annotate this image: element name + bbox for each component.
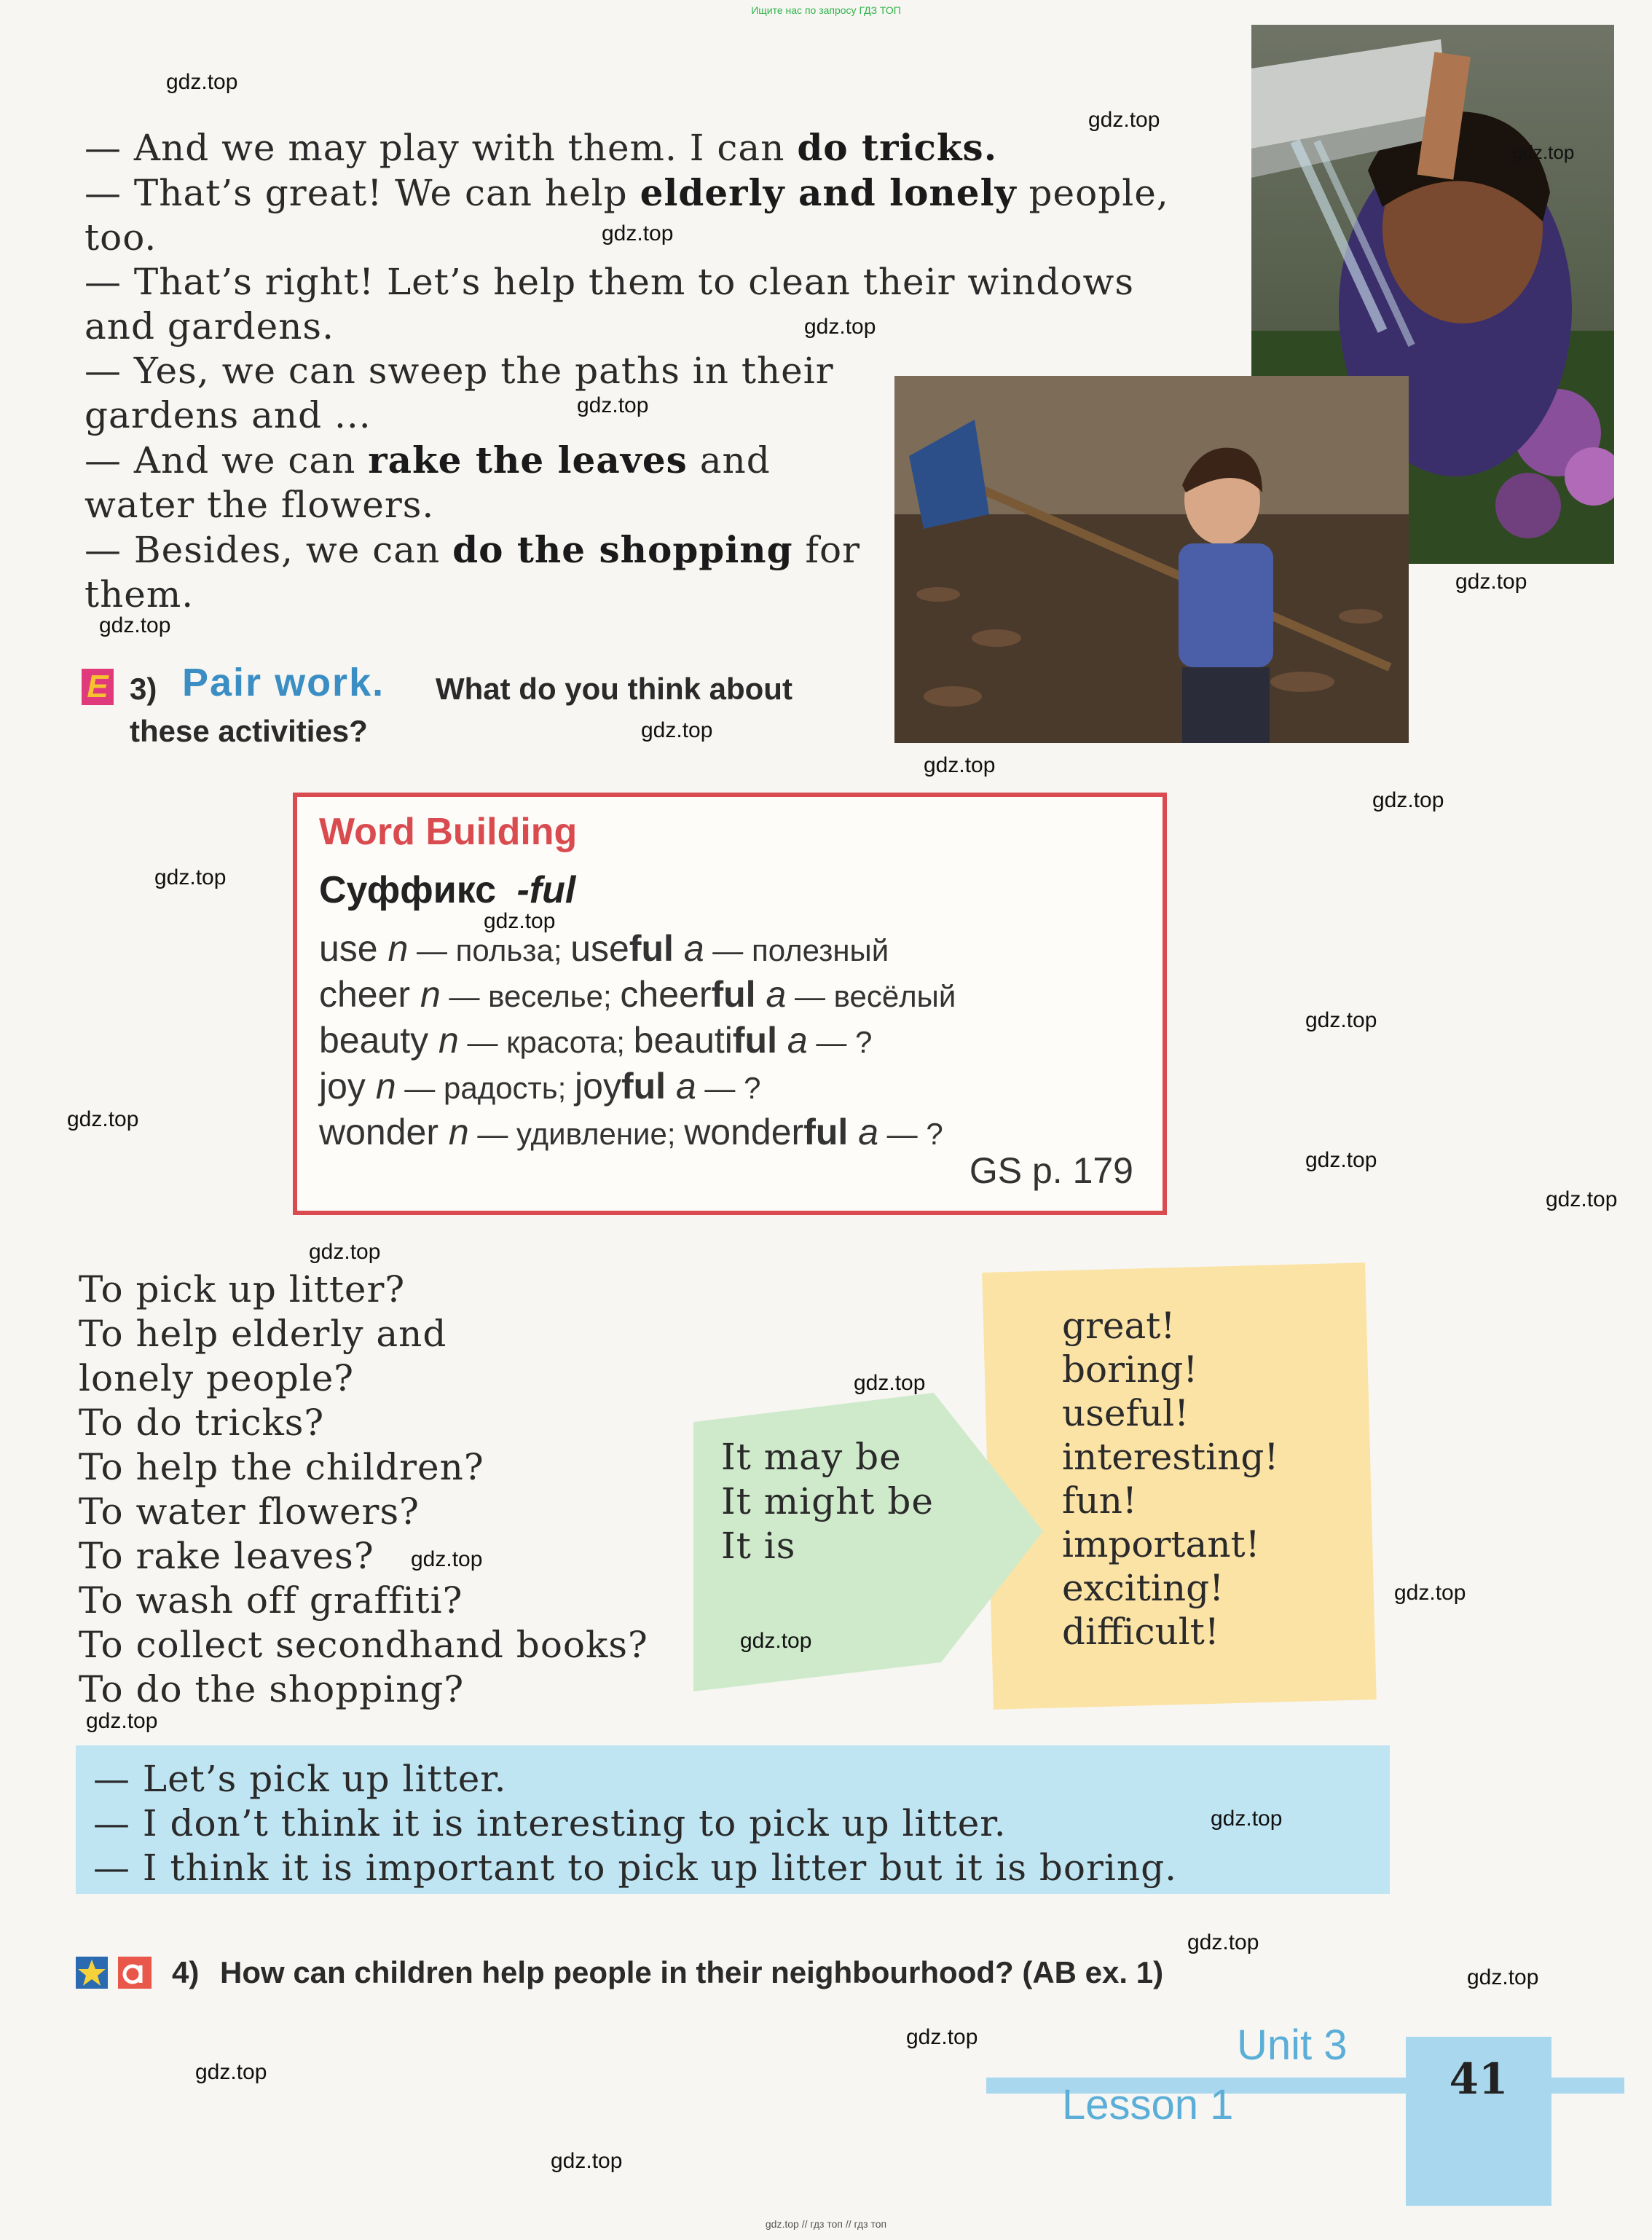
watermark: gdz.top <box>1305 1008 1377 1032</box>
question-item: To rake leaves? <box>79 1535 374 1577</box>
adjective-item: exciting! <box>1062 1567 1224 1609</box>
word-building-rows <box>319 927 956 1156</box>
adjective-item: useful! <box>1062 1392 1189 1434</box>
question-item: To do the shopping? <box>79 1668 465 1710</box>
watermark: gdz.top <box>551 2149 623 2173</box>
example-dialogue-box <box>76 1745 1390 1894</box>
dialogue <box>84 125 1235 617</box>
watermark: gdz.top <box>1394 1581 1466 1605</box>
adjective-item: difficult! <box>1062 1611 1219 1653</box>
dialogue-line: and gardens. <box>84 305 334 347</box>
watermark: gdz.top <box>906 2025 978 2049</box>
task3-text: What do you think about <box>436 672 792 706</box>
dialogue-line: — Yes, we can sweep the paths in their <box>84 350 834 392</box>
adjective-item: important! <box>1062 1523 1260 1565</box>
adjective-item: fun! <box>1062 1479 1138 1522</box>
adjective-item: boring! <box>1062 1348 1198 1391</box>
dialogue-line: — And we can rake the leaves and <box>84 439 771 482</box>
watermark: gdz.top <box>484 909 556 933</box>
example-line: — I think it is important to pick up litter but it is boring. <box>93 1847 1178 1889</box>
watermark: gdz.top <box>804 315 876 339</box>
dialogue-line: water the flowers. <box>84 484 435 526</box>
watermark: gdz.top <box>1211 1807 1283 1831</box>
task3-heading: Pair work. <box>182 661 385 704</box>
unit-label: Unit 3 <box>1237 2021 1348 2069</box>
example-line: — Let’s pick up litter. <box>93 1758 507 1800</box>
watermark: gdz.top <box>1088 108 1160 132</box>
watermark: gdz.top <box>641 718 713 742</box>
suffix-label: Суффикс <box>319 869 497 911</box>
adjective-item: interesting! <box>1062 1436 1279 1478</box>
page-number: 41 <box>1449 2054 1509 2104</box>
dialogue-line: gardens and ... <box>84 394 371 436</box>
question-item: To do tricks? <box>79 1402 325 1444</box>
arrow-phrases <box>721 1435 934 1568</box>
watermark: gdz.top <box>1546 1187 1618 1211</box>
task4-text: How can children help people in their neighbourhood? (AB ex. 1) <box>220 1955 1164 1989</box>
question-item: lonely people? <box>79 1357 355 1399</box>
watermark: gdz.top <box>1455 570 1527 594</box>
word-building-row: beauty n — красота; beautiful a — ? <box>319 1020 873 1061</box>
watermark: gdz.top <box>195 2060 267 2084</box>
arrow-phrase: It may be <box>721 1436 902 1478</box>
adjective-list <box>1062 1304 1278 1654</box>
task3-number: 3) <box>130 672 157 706</box>
watermark: gdz.top <box>1512 141 1575 163</box>
word-building-row: cheer n — веселье; cheerful a — весёлый <box>319 974 956 1015</box>
dialogue-line: — Besides, we can do the shopping for <box>84 528 860 571</box>
watermark: gdz.top <box>602 221 674 245</box>
header-note: Ищите нас по запросу ГДЗ ТОП <box>751 4 901 16</box>
question-item: To help the children? <box>79 1446 484 1488</box>
watermark: gdz.top <box>924 753 996 777</box>
dialogue-line: — That’s right! Let’s help them to clean their windows <box>84 261 1134 303</box>
lesson-label: Lesson 1 <box>1062 2081 1234 2129</box>
watermark: gdz.top <box>86 1709 158 1733</box>
word-building-row: joy n — радость; joyful a — ? <box>319 1066 761 1107</box>
dialogue-line: — That’s great! We can help elderly and lonely people, <box>84 171 1169 214</box>
word-building-box <box>293 793 1167 1215</box>
word-building-title: Word Building <box>319 811 578 853</box>
workbook-icon <box>118 1957 152 1989</box>
question-item: To pick up litter? <box>79 1268 406 1310</box>
suffix-value: -ful <box>516 869 576 911</box>
question-item: To wash off graffiti? <box>79 1579 463 1622</box>
watermark: gdz.top <box>740 1629 812 1653</box>
task3-e-icon-letter: E <box>87 669 109 704</box>
watermark: gdz.top <box>67 1107 139 1131</box>
watermark: gdz.top <box>411 1547 483 1571</box>
task4-number: 4) <box>172 1955 200 1989</box>
watermark: gdz.top <box>1372 788 1444 812</box>
adjective-item: great! <box>1062 1305 1176 1347</box>
dialogue-line: — And we may play with them. I can do tricks. <box>84 126 998 169</box>
star-icon <box>76 1957 108 1989</box>
question-item: To water flowers? <box>79 1490 420 1533</box>
activity-questions <box>79 1268 648 1712</box>
example-line: — I don’t think it is interesting to pick up litter. <box>93 1802 1007 1844</box>
watermark: gdz.top <box>154 865 227 889</box>
question-item: To help elderly and <box>79 1313 447 1355</box>
watermark: gdz.top <box>1467 1965 1539 1989</box>
watermark: gdz.top <box>854 1371 926 1395</box>
watermark: gdz.top <box>166 70 238 94</box>
arrow-phrase: It might be <box>721 1480 934 1522</box>
word-building-row: use n — польза; useful a — полезный <box>319 928 889 969</box>
task3-text: these activities? <box>130 714 368 748</box>
question-item: To collect secondhand books? <box>79 1624 648 1666</box>
dialogue-line: too. <box>84 216 157 259</box>
task3-e-icon <box>82 669 114 705</box>
word-building-row: wonder n — удивление; wonderful a — ? <box>319 1112 943 1152</box>
arrow-phrase: It is <box>721 1525 796 1567</box>
watermark: gdz.top <box>99 613 171 637</box>
footer-note: gdz.top // гдз топ // гдз топ <box>765 2218 887 2230</box>
dialogue-line: them. <box>84 573 194 616</box>
watermark: gdz.top <box>577 393 649 417</box>
watermark: gdz.top <box>309 1240 381 1264</box>
grammar-reference: GS p. 179 <box>969 1150 1133 1191</box>
suffix-heading <box>319 868 575 912</box>
watermark: gdz.top <box>1187 1930 1259 1954</box>
example-lines <box>93 1757 1177 1890</box>
watermark: gdz.top <box>1305 1148 1377 1172</box>
